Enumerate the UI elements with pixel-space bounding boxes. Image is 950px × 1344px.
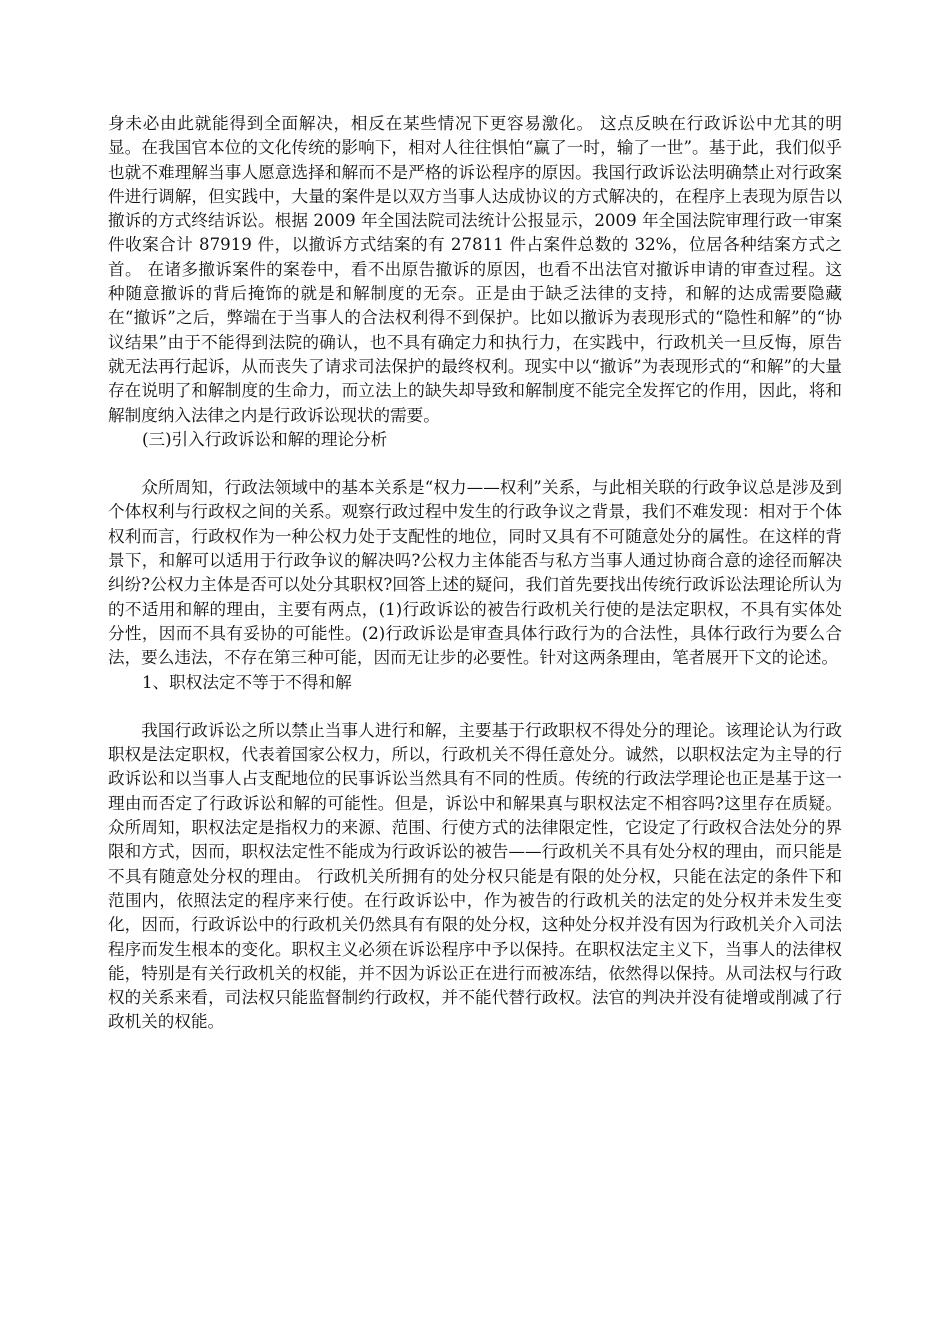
body-paragraph-authority: 我国行政诉讼之所以禁止当事人进行和解，主要基于行政职权不得处分的理论。该理论认为行政职权是法定职权，代表着国家公权力，所以，行政机关不得任意处分。诚然，以职权法定为主导的行政诉讼和以当事人占支配地位的民事诉讼当然具有不同的性质。传统的行政法学理论也正是基于这一理由而否定了行政诉讼和解的可能性。但是，诉讼中和解果真与职权法定不相容吗?这里存在质疑。众所周知，职权法定是指权力的来源、范围、行使方式的法律限定性，它设定了行政权合法处分的界限和方式，因而，职权法定性不能成为行政诉讼的被告——行政机关不具有处分权的理由，而只能是不具有随意处分权的理由。 行政机关所拥有的处分权只能是有限的处分权，只能在法定的条件下和范围内，依照法定的程序来行使。在行政诉讼中，作为被告的行政机关的法定的处分权并未发生变化，因而，行政诉讼中的行政机关仍然具有有限的处分权，这种处分权并没有因为行政机关介入司法程序而发生根本的变化。职权主义必须在诉讼程序中予以保持。在职权法定主义下，当事人的法律权能，特别是有关行政机关的权能，并不因为诉讼正在进行而被冻结，依然得以保持。从司法权与行政权的关系来看，司法权只能监督制约行政权，并不能代替行政权。法官的判决并没有徒增或削减了行政机关的权能。	[108, 720, 842, 1032]
body-paragraph-continuation: 身未必由此就能得到全面解决，相反在某些情况下更容易激化。 这点反映在行政诉讼中尤其的明显。在我国官本位的文化传统的影响下，相对人往往惧怕“赢了一时，输了一世”。基于此，我们似乎也就不难理解当事人愿意选择和解而不是严格的诉讼程序的原因。我国行政诉讼法明确禁止对行政案件进行调解，但实践中，大量的案件是以双方当事人达成协议的方式解决的，在程序上表现为原告以撤诉的方式终结诉讼。根据 2009 年全国法院司法统计公报显示，2009 年全国法院审理行政一审案件收案合计 87919 件，以撤诉方式结案的有 27811 件占案件总数的 32%，位居各种结案方式之首。 在诸多撤诉案件的案卷中，看不出原告撤诉的原因，也看不出法官对撤诉申请的审查过程。这种随意撤诉的背后掩饰的就是和解制度的无奈。正是由于缺乏法律的支持，和解的达成需要隐藏在“撤诉”之后，弊端在于当事人的合法权利得不到保护。比如以撤诉为表现形式的“隐性和解”的“协议结果”由于不能得到法院的确认，也不具有确定力和执行力，在实践中，行政机关一旦反悔，原告就无法再行起诉，从而丧失了请求司法保护的最终权利。现实中以“撤诉”为表现形式的“和解”的大量存在说明了和解制度的生命力，而立法上的缺失却导致和解制度不能完全发挥它的作用，因此，将和解制度纳入法律之内是行政诉讼现状的需要。	[108, 114, 842, 425]
subsection-heading-1: 1、职权法定不等于不得和解	[142, 672, 352, 692]
body-paragraph-theory: 众所周知，行政法领域中的基本关系是“权力——权利”关系，与此相关联的行政争议总是涉及到个体权利与行政权之间的关系。观察行政过程中发生的行政争议之背景，我们不难发现：相对于个体权利而言，行政权作为一种公权力处于支配性的地位，同时又具有不可随意处分的属性。在这样的背景下，和解可以适用于行政争议的解决吗?公权力主体能否与私方当事人通过协商合意的途径而解决纠纷?公权力主体是否可以处分其职权?回答上述的疑问，我们首先要找出传统行政诉讼法理论所认为的不适用和解的理由，主要有两点，(1)行政诉讼的被告行政机关行使的是法定职权，不具有实体处分性，因而不具有妥协的可能性。(2)行政诉讼是审查具体行政行为的合法性，具体行政行为要么合法，要么违法，不存在第三种可能，因而无让步的必要性。针对这两条理由，笔者展开下文的论述。	[108, 478, 842, 668]
document-page	[108, 112, 842, 1035]
section-heading-3: (三)引入行政诉讼和解的理论分析	[142, 429, 388, 449]
